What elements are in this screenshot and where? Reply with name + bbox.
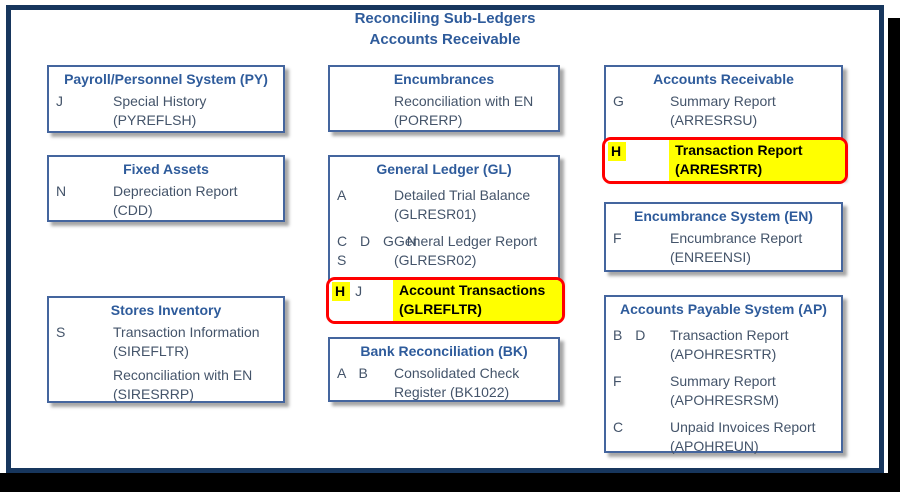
box-encumbrance-system <box>604 202 843 272</box>
box-title: Accounts Payable System (AP) <box>620 301 827 317</box>
ledger-code: J <box>355 283 363 299</box>
box-encumbrances <box>328 65 560 132</box>
report-row <box>49 182 283 220</box>
ledger-code: S <box>337 252 347 268</box>
box-fixed-assets <box>47 155 285 222</box>
page-title <box>0 8 890 50</box>
ledger-codes <box>330 364 394 402</box>
box-accounts-receivable <box>604 65 843 178</box>
box-stores-inventory <box>47 296 285 403</box>
page-shadow-right <box>888 18 900 492</box>
ledger-codes <box>606 229 670 267</box>
report-text: Consolidated Check Register (BK1022) <box>394 365 520 400</box>
page-title-line2: Accounts Receivable <box>369 31 521 48</box>
ledger-code: N <box>56 183 67 199</box>
ledger-codes <box>606 326 670 364</box>
ledger-codes <box>49 366 113 404</box>
ledger-code: G <box>613 93 624 109</box>
report-text: Encumbrance Report (ENREENSI) <box>670 230 803 265</box>
report-row <box>606 229 841 267</box>
ledger-code: A B <box>337 365 368 381</box>
highlighted-report-row <box>326 277 565 324</box>
report-text: Special History (PYREFLSH) <box>113 93 207 128</box>
report-row <box>49 366 283 404</box>
report-text: Unpaid Invoices Report (APOHREUN) <box>670 419 816 454</box>
report-row <box>330 92 558 130</box>
ledger-codes <box>49 92 113 130</box>
report-text: Transaction Report (APOHRESRTR) <box>670 327 789 362</box>
report-row <box>49 92 283 130</box>
report-row <box>606 372 841 410</box>
ledger-codes <box>606 372 670 410</box>
report-text: Transaction Information (SIREFLTR) <box>113 324 260 359</box>
box-bank-reconciliation <box>328 337 560 402</box>
box-title: Accounts Receivable <box>653 71 794 87</box>
page-shadow-bottom <box>0 473 900 492</box>
ledger-codes <box>606 92 670 130</box>
box-title: Stores Inventory <box>110 302 222 318</box>
box-title: General Ledger (GL) <box>376 161 512 177</box>
report-row <box>606 418 841 456</box>
report-text: Reconciliation with EN (SIRESRRP) <box>113 367 253 402</box>
highlighted-report-text: Account Transactions (GLREFLTR) <box>393 280 562 321</box>
box-title: Bank Reconciliation (BK) <box>360 343 528 359</box>
highlighted-ledger-code: H <box>332 282 350 301</box>
ledger-code: B D <box>613 327 646 343</box>
ledger-code: J <box>56 93 63 109</box>
ledger-codes <box>49 323 113 361</box>
report-row <box>330 232 558 270</box>
report-text: Reconciliation with EN (PORERP) <box>394 93 534 128</box>
ledger-codes <box>605 140 669 181</box>
ledger-code: F <box>613 373 622 389</box>
report-row <box>330 186 558 224</box>
ledger-code: S <box>56 324 66 340</box>
report-text: Detailed Trial Balance (GLRESR01) <box>394 187 531 222</box>
box-payroll-personnel-system <box>47 65 285 133</box>
highlighted-report-row <box>602 137 848 184</box>
box-title: Encumbrances <box>393 71 495 87</box>
box-accounts-payable-system <box>604 295 843 453</box>
box-title: Fixed Assets <box>123 161 209 177</box>
highlighted-report-text: Transaction Report (ARRESRTR) <box>669 140 845 181</box>
ledger-code: A <box>337 187 347 203</box>
ledger-codes <box>330 232 417 270</box>
highlighted-ledger-code: H <box>608 142 626 161</box>
ledger-code: C <box>613 419 624 435</box>
report-row <box>606 92 841 130</box>
report-row <box>606 326 841 364</box>
ledger-codes <box>329 280 393 321</box>
ledger-codes <box>606 418 670 456</box>
ledger-code: C D G N <box>337 233 417 249</box>
box-title: Encumbrance System (EN) <box>634 208 813 224</box>
report-text: Summary Report (APOHRESRSM) <box>670 373 779 408</box>
report-text: Summary Report (ARRESRSU) <box>670 93 776 128</box>
report-row <box>49 323 283 361</box>
box-general-ledger <box>328 155 560 317</box>
ledger-codes <box>330 186 394 224</box>
page-title-line1: Reconciling Sub-Ledgers <box>354 10 536 27</box>
ledger-code: F <box>613 230 622 246</box>
report-row <box>330 364 558 402</box>
report-text: Depreciation Report (CDD) <box>113 183 238 218</box>
box-title: Payroll/Personnel System (PY) <box>64 71 268 87</box>
ledger-codes <box>49 182 113 220</box>
report-text: General Ledger Report (GLRESR02) <box>394 233 538 268</box>
ledger-codes <box>330 92 394 130</box>
